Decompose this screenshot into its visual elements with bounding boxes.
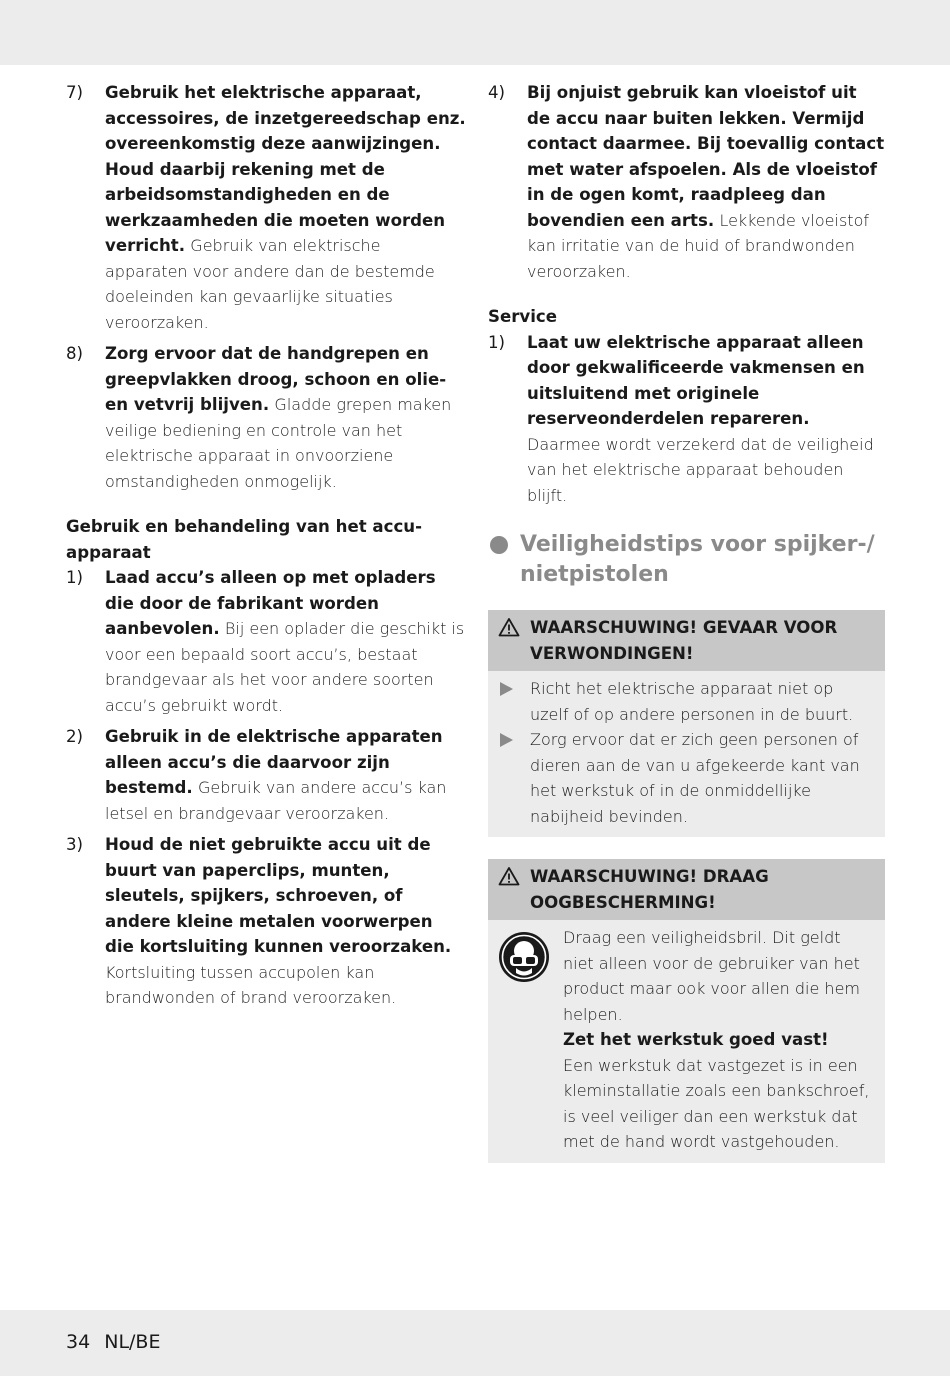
list-item [66,341,466,494]
item-number: 1) [488,332,506,352]
section-heading: Gebruik en behandeling van het accu-apparaat [66,517,422,562]
page-footer [66,1331,168,1353]
right-column [488,80,885,1163]
list-item [488,330,885,509]
bullet-text: Richt het elektrische apparaat niet op uzelf of op andere personen in de buurt. [530,679,854,724]
warning-box [488,610,885,837]
warning-triangle-icon [498,617,520,637]
warning-text: Een werkstuk dat vastgezet is in een kleminstallatie zoals een bankschroef, is veel veiliger dan een werkstuk dat met de hand wordt vastgehouden. [563,1055,870,1151]
item-text: Bij een oplader die geschikt is voor een bepaald soort accu’s, bestaat brandgevaar als het voor andere soorten accu’s gebruikt wordt. [105,619,465,715]
warning-title: WAARSCHUWING! DRAAG OOGBESCHERMING! [530,867,769,912]
warning-header [488,859,885,920]
item-bold-text: Houd de niet gebruikte accu uit de buurt van paperclips, munten, sleutels, spijkers, schroeven, of andere kleine metalen voorwerpen die kortsluiting kunnen veroorzaken. [105,835,452,956]
list-item [66,80,466,335]
item-number: 8) [66,344,84,363]
list-item [66,565,466,718]
header-band [0,0,950,65]
triangle-bullet-icon [500,682,513,696]
list-item [66,724,466,826]
bullet-dot-icon [490,536,508,554]
list-item [498,676,875,727]
page-number: 34 [66,1331,91,1353]
item-bold-text: Laat uw elektrische apparaat alleen door gekwalificeerde vakmensen en uitsluitend met originele reserveonderdelen repareren. [527,332,865,428]
item-bold-text: Zorg ervoor dat de handgrepen en greepvlakken droog, schoon en olie-en vetvrij blijven. [105,344,447,414]
item-number: 4) [488,83,506,102]
item-number: 7) [66,83,84,102]
goggles-instruction [498,925,875,1155]
warning-body [488,671,885,837]
safety-goggles-icon [498,931,550,983]
warning-header [488,610,885,671]
item-text: Kortsluiting tussen accupolen kan brandwonden of brand veroorzaken. [105,962,397,1007]
list-item [488,80,885,284]
item-text: Daarmee wordt verzekerd dat de veiligheid van het elektrische apparaat behouden blijft. [527,434,874,505]
warning-triangle-icon [498,866,520,886]
item-text: Gebruik van andere accu’s kan letsel en brandgevaar veroorzaken. [105,778,447,823]
language-code: NL/BE [104,1331,161,1353]
item-number: 2) [66,727,84,746]
item-number: 1) [66,568,84,587]
item-text: Gladde grepen maken veilige bediening en controle van het elektrische apparaat in onvoorziene omstandigheden onmogelijk. [105,395,452,491]
item-text: Gebruik van elektrische apparaten voor andere dan de bestemde doeleinden kan gevaarlijke situaties veroorzaken. [105,236,435,332]
item-number: 3) [66,835,84,854]
section-title [488,530,885,590]
warning-bold-text: Zet het werkstuk goed vast! [563,1030,829,1049]
bullet-text: Zorg ervoor dat er zich geen personen of dieren aan de van u afgekeerde kant van het werkstuk of in de onmiddellijke nabijheid bevinden. [530,730,860,826]
item-bold-text: Gebruik in de elektrische apparaten alleen accu’s die daarvoor zijn bestemd. [105,727,443,797]
item-bold-text: Gebruik het elektrische apparaat, accessoires, de inzetgereedschap enz. overeenkomstig deze aanwijzingen. Houd daarbij rekening met de arbeidsomstandigheden en de werkzaamheden die moeten worden verricht. [105,83,466,255]
item-bold-text: Laad accu’s alleen op met opladers die door de fabrikant worden aanbevolen. [105,568,436,638]
item-text: Lekkende vloeistof kan irritatie van de huid of brandwonden veroorzaken. [527,210,869,281]
item-bold-text: Bij onjuist gebruik kan vloeistof uit de accu naar buiten lekken. Vermijd contact daarmee. Bij toevallig contact met water afspoelen. Als de vloeistof in de ogen komt, raadpleeg dan bovendien een arts. [527,83,885,230]
warning-text: Draag een veiligheidsbril. Dit geldt niet alleen voor de gebruiker van het product maar ook voor allen die hem helpen. [563,928,860,1024]
warning-title: WAARSCHUWING! GEVAAR VOOR VERWONDINGEN! [530,618,838,663]
service-heading: Service [488,307,557,326]
left-column [66,80,466,1017]
warning-box [488,859,885,1163]
list-item [66,832,466,1011]
triangle-bullet-icon [500,733,513,747]
list-item [498,727,875,829]
section-title-text: Veiligheidstips voor spijker-/ nietpistolen [520,532,875,587]
warning-body [488,920,885,1163]
